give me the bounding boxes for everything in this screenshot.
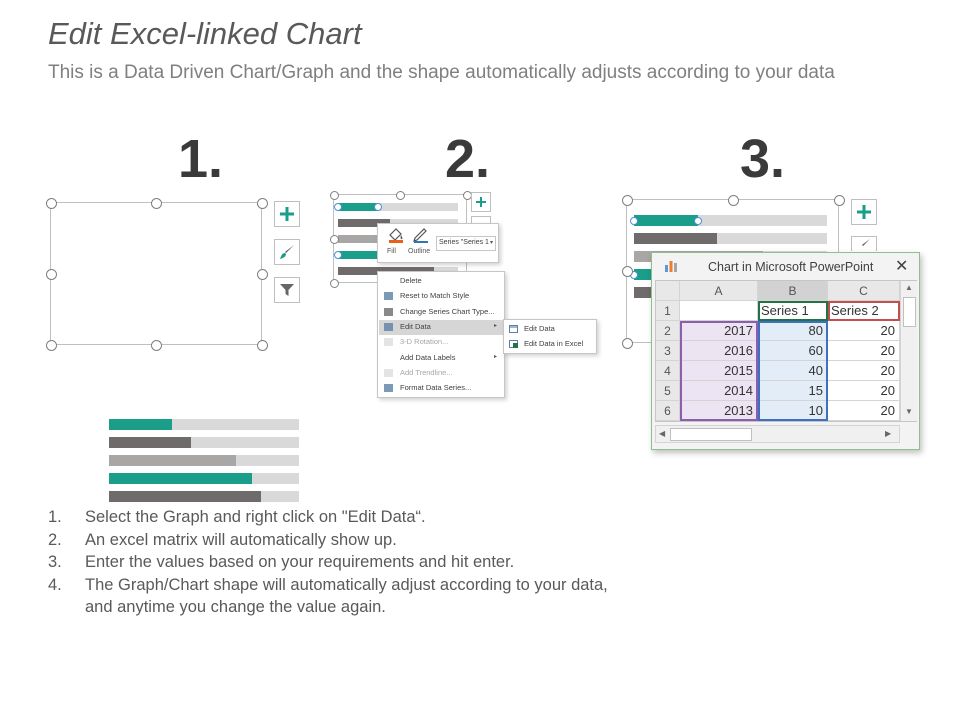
point-handle[interactable] xyxy=(334,251,342,259)
bar-track xyxy=(634,233,827,244)
bar-fill[interactable] xyxy=(338,203,378,211)
bar-track xyxy=(109,455,299,466)
resize-handle[interactable] xyxy=(257,198,268,209)
menu-item-change-series-chart-type[interactable]: Change Series Chart Type... xyxy=(400,306,495,316)
plus-icon xyxy=(476,197,486,207)
filter-icon xyxy=(279,282,295,298)
vertical-scrollbar[interactable] xyxy=(900,281,917,421)
menu-item-icon xyxy=(384,308,393,316)
resize-handle[interactable] xyxy=(257,269,268,280)
bar-track xyxy=(109,473,299,484)
resize-handle[interactable] xyxy=(151,198,162,209)
chevron-right-icon: ▸ xyxy=(494,322,498,329)
menu-item-icon xyxy=(384,369,393,377)
bar-fill[interactable] xyxy=(634,233,717,244)
close-icon[interactable]: ✕ xyxy=(895,258,909,275)
format-mini-toolbar xyxy=(377,223,499,263)
edit-data-submenu xyxy=(503,319,597,354)
point-handle[interactable] xyxy=(694,217,702,225)
menu-item-3-d-rotation: 3-D Rotation... xyxy=(400,337,449,347)
column-header-a[interactable]: A xyxy=(680,281,758,301)
spreadsheet-cell[interactable]: 2014 xyxy=(680,381,758,401)
bar-track xyxy=(338,203,458,211)
resize-handle[interactable] xyxy=(622,195,633,206)
chart-icon xyxy=(663,259,679,273)
resize-handle[interactable] xyxy=(834,195,845,206)
row-header[interactable]: 2 xyxy=(656,321,680,341)
bar-track xyxy=(109,437,299,448)
spreadsheet-cell[interactable]: 15 xyxy=(758,381,828,401)
menu-item-icon xyxy=(384,354,393,362)
menu-item-format-data-series[interactable]: Format Data Series... xyxy=(400,383,472,393)
spreadsheet-cell[interactable]: Series 1 xyxy=(758,301,828,321)
scrollbar-thumb[interactable] xyxy=(903,297,916,327)
spreadsheet-cell[interactable]: 2013 xyxy=(680,401,758,421)
step3-chart-styles-button[interactable] xyxy=(851,236,877,251)
row-header[interactable]: 6 xyxy=(656,401,680,421)
submenu-edit-data[interactable]: Edit Data xyxy=(524,324,555,333)
menu-item-delete[interactable]: Delete xyxy=(400,276,422,285)
chevron-down-icon: ▾ xyxy=(489,240,493,246)
chart-frame xyxy=(50,202,262,345)
bar-track xyxy=(109,419,299,430)
spreadsheet-grid[interactable] xyxy=(655,280,917,422)
outline-label[interactable]: Outline xyxy=(408,248,431,255)
scroll-up-icon[interactable]: ▲ xyxy=(905,283,913,292)
scroll-right-icon[interactable]: ▶ xyxy=(885,429,892,438)
plus-icon xyxy=(857,205,871,219)
outline-pen-icon[interactable] xyxy=(412,227,430,243)
series-select[interactable] xyxy=(436,236,496,251)
resize-handle[interactable] xyxy=(622,266,633,277)
resize-handle[interactable] xyxy=(622,338,633,349)
row-header[interactable]: 4 xyxy=(656,361,680,381)
bar-fill[interactable] xyxy=(109,419,172,430)
menu-item-icon xyxy=(384,277,393,285)
row-header[interactable]: 3 xyxy=(656,341,680,361)
instruction-number: 1. xyxy=(48,508,62,526)
edit-data-in-excel-icon xyxy=(509,340,518,348)
page-subtitle: This is a Data Driven Chart/Graph and the shape automatically adjusts according to your data xyxy=(48,62,835,83)
chart-styles-button[interactable] xyxy=(274,239,300,265)
spreadsheet-cell[interactable]: 20 xyxy=(828,321,900,341)
resize-handle[interactable] xyxy=(330,191,339,200)
resize-handle[interactable] xyxy=(46,269,57,280)
instruction-text: Select the Graph and right click on "Edit Data“. xyxy=(85,508,426,526)
spreadsheet-cell[interactable]: 80 xyxy=(758,321,828,341)
bar-track xyxy=(109,491,299,502)
instruction-text: Enter the values based on your requirements and hit enter. xyxy=(85,553,515,571)
bar-fill[interactable] xyxy=(634,215,698,226)
bar-track xyxy=(634,215,827,226)
menu-item-reset-to-match-style[interactable]: Reset to Match Style xyxy=(400,291,470,301)
instruction-text: The Graph/Chart shape will automatically adjust according to your data, xyxy=(85,575,608,594)
bar-fill[interactable] xyxy=(109,437,191,448)
spreadsheet-cell[interactable]: 20 xyxy=(828,401,900,421)
excel-window-title: Chart in Microsoft PowerPoint xyxy=(708,260,874,274)
spreadsheet-cell[interactable]: 2015 xyxy=(680,361,758,381)
instruction-number: 2. xyxy=(48,530,62,549)
fill-label[interactable]: Fill xyxy=(387,248,396,255)
spreadsheet-cell[interactable]: 20 xyxy=(828,341,900,361)
step-number-3: 3. xyxy=(740,129,786,189)
plus-icon xyxy=(280,207,294,221)
chevron-right-icon: ▸ xyxy=(494,353,498,360)
instruction-text: An excel matrix will automatically show up. xyxy=(85,530,397,549)
spreadsheet-cell[interactable]: Series 2 xyxy=(828,301,900,321)
scroll-left-icon[interactable]: ◀ xyxy=(659,429,666,438)
hscrollbar-thumb[interactable] xyxy=(670,428,752,441)
spreadsheet-cell[interactable]: 10 xyxy=(758,401,828,421)
row-header[interactable]: 5 xyxy=(656,381,680,401)
menu-item-icon xyxy=(384,323,393,331)
resize-handle[interactable] xyxy=(257,340,268,351)
bar-fill[interactable] xyxy=(109,491,261,502)
menu-item-edit-data[interactable]: Edit Data xyxy=(400,321,431,331)
resize-handle[interactable] xyxy=(330,235,339,244)
step3-chart-elements-button[interactable] xyxy=(851,199,877,225)
column-header-c[interactable]: C xyxy=(828,281,900,301)
instruction-text: and anytime you change the value again. xyxy=(85,598,386,616)
spreadsheet-cell[interactable]: 2017 xyxy=(680,321,758,341)
menu-item-add-trendline: Add Trendline... xyxy=(400,367,453,377)
menu-item-add-data-labels[interactable]: Add Data Labels xyxy=(400,352,456,362)
instruction-number: 4. xyxy=(48,575,62,594)
brush-icon xyxy=(857,238,871,250)
menu-item-icon xyxy=(384,384,393,392)
resize-handle[interactable] xyxy=(151,340,162,351)
column-header-b[interactable]: B xyxy=(758,281,828,301)
series-select-value: Series "Series 1 xyxy=(439,239,489,246)
point-handle[interactable] xyxy=(374,203,382,211)
resize-handle[interactable] xyxy=(396,191,405,200)
fill-bucket-icon[interactable] xyxy=(387,227,405,243)
step-number-2: 2. xyxy=(445,129,491,189)
context-menu xyxy=(377,271,505,398)
bar-fill[interactable] xyxy=(109,473,252,484)
spreadsheet-cell[interactable] xyxy=(680,301,758,321)
resize-handle[interactable] xyxy=(728,195,739,206)
resize-handle[interactable] xyxy=(46,198,57,209)
point-handle[interactable] xyxy=(630,217,638,225)
row-header[interactable]: 1 xyxy=(656,301,680,321)
resize-handle[interactable] xyxy=(46,340,57,351)
scroll-down-icon[interactable]: ▼ xyxy=(905,407,913,416)
point-handle[interactable] xyxy=(334,203,342,211)
spreadsheet-cell[interactable]: 2016 xyxy=(680,341,758,361)
instruction-number: 3. xyxy=(48,553,62,571)
chart-elements-button[interactable] xyxy=(274,201,300,227)
page-title: Edit Excel-linked Chart xyxy=(48,16,362,51)
step-number-1: 1. xyxy=(178,129,224,189)
resize-handle[interactable] xyxy=(330,279,339,288)
menu-item-icon xyxy=(384,292,393,300)
spreadsheet-cell[interactable]: 20 xyxy=(828,361,900,381)
chart-filters-button[interactable] xyxy=(274,277,300,303)
excel-window xyxy=(651,252,920,450)
submenu-edit-data-in-excel[interactable]: Edit Data in Excel xyxy=(524,339,584,348)
edit-data-icon xyxy=(509,325,518,333)
brush-icon xyxy=(279,244,295,260)
spreadsheet-cell[interactable]: 40 xyxy=(758,361,828,381)
horizontal-scrollbar[interactable] xyxy=(655,425,900,443)
spreadsheet-cell[interactable]: 60 xyxy=(758,341,828,361)
menu-highlight xyxy=(379,320,503,335)
bar-fill[interactable] xyxy=(109,455,236,466)
corner-cell[interactable] xyxy=(656,281,680,301)
spreadsheet-cell[interactable]: 20 xyxy=(828,381,900,401)
menu-item-icon xyxy=(384,338,393,346)
step1-chart[interactable] xyxy=(50,202,262,345)
step2-chart-elements-button[interactable] xyxy=(471,192,491,212)
